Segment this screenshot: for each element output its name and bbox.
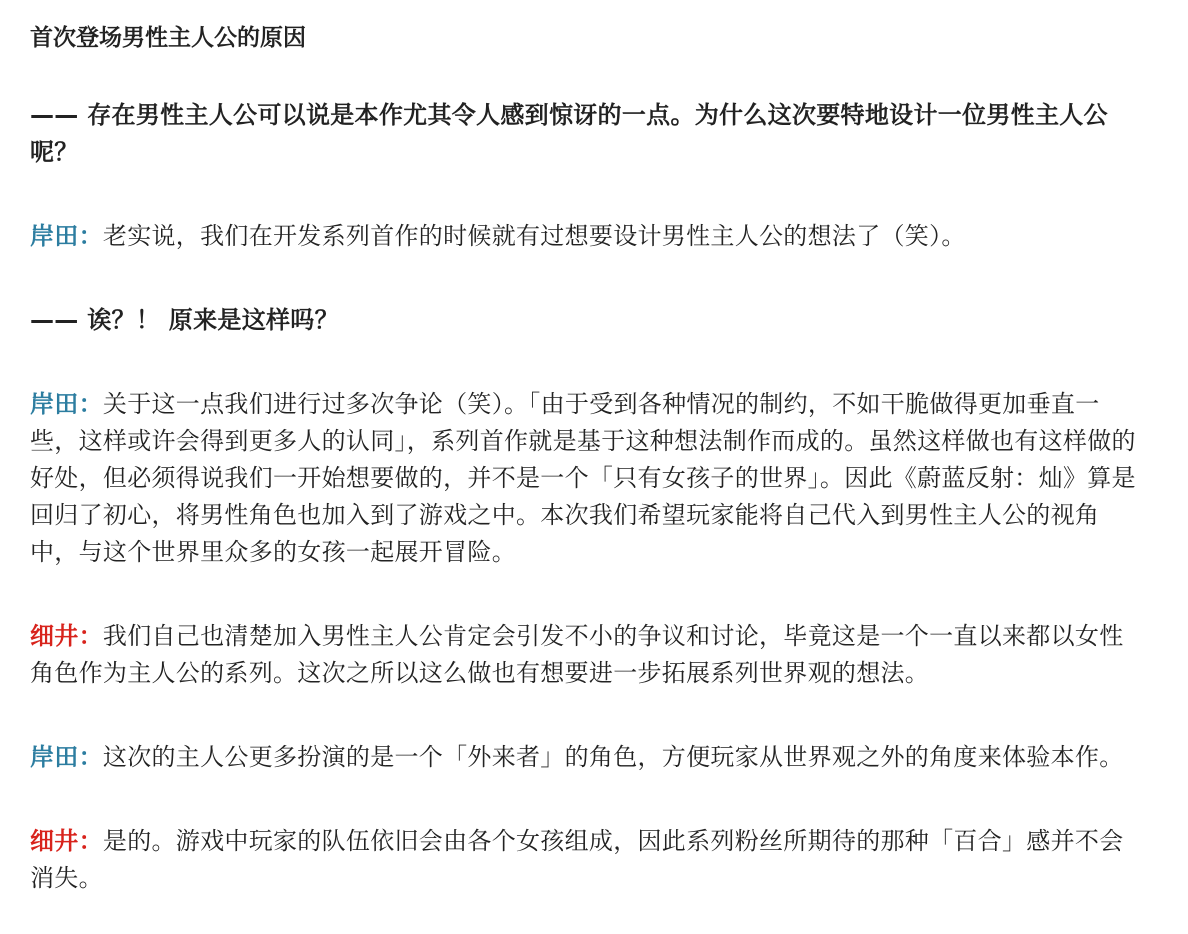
interview-answer-2 [30,386,1138,571]
answer-text: 老实说，我们在开发系列首作的时候就有过想要设计男性主人公的想法了（笑）。 [102,222,966,250]
answer-text: 我们自己也清楚加入男性主人公肯定会引发不小的争议和讨论，毕竟这是一个一直以来都以女性角色作为主人公的系列。这次之所以这么做也有想要进一步拓展系列世界观的想法。 [30,622,1124,687]
speaker-label: 细井： [30,622,103,650]
answer-text: 是的。游戏中玩家的队伍依旧会由各个女孩组成，因此系列粉丝所期待的那种「百合」感并不会消失。 [30,827,1124,892]
interview-question-1: —— 存在男性主人公可以说是本作尤其令人感到惊讶的一点。为什么这次要特地设计一位男性主人公呢？ [30,101,1108,166]
interview-answer-3 [30,618,1138,692]
answer-text: 这次的主人公更多扮演的是一个「外来者」的角色，方便玩家从世界观之外的角度来体验本作。 [102,743,1124,771]
speaker-label: 岸田： [30,743,103,771]
speaker-label: 岸田： [30,222,103,250]
speaker-label: 细井： [30,827,103,855]
section-heading: 首次登场男性主人公的原因 [30,25,306,51]
interview-answer-4 [30,739,1138,776]
speaker-label: 岸田： [30,390,103,418]
answer-text: 关于这一点我们进行过多次争论（笑）。「由于受到各种情况的制约，不如干脆做得更加垂直一些，这样或许会得到更多人的认同」，系列首作就是基于这种想法制作而成的。虽然这样做也有这样做的好处，但必须得说我们一开始想要做的，并不是一个「只有女孩子的世界」。因此《蔚蓝反射：灿》算是回归了初心，将男性角色也加入到了游戏之中。本次我们希望玩家能将自己代入到男性主人公的视角中，与这个世界里众多的女孩一起展开冒险。 [30,390,1136,566]
interview-answer-5 [30,823,1138,897]
interview-answer-1 [30,218,1138,255]
interview-question-2: —— 诶？！ 原来是这样吗？ [30,306,339,334]
